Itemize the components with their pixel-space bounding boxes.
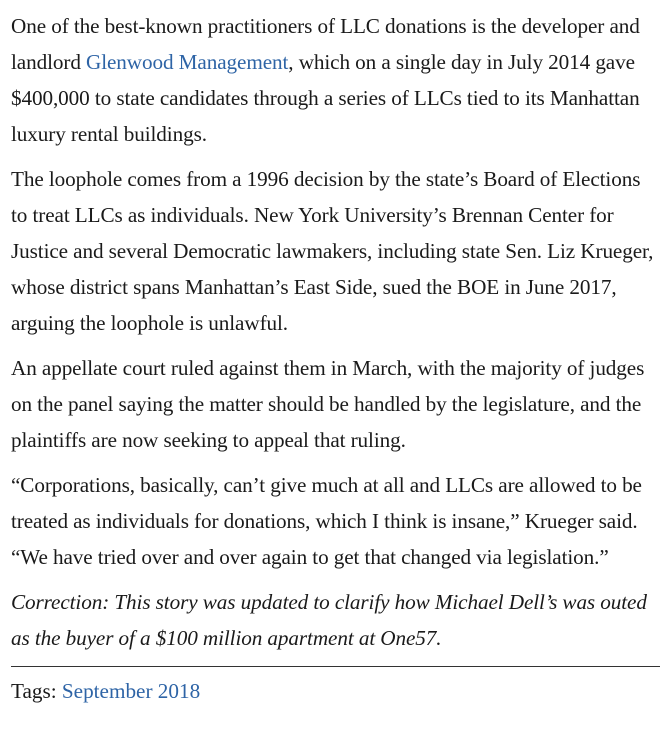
paragraph-4: “Corporations, basically, can’t give much at all and LLCs are allowed to be treated as individuals for donations, which I think is insane,” Krueger said. “We have tried over and over again to get that changed via legislation.” [11,473,642,569]
tag-link[interactable]: September 2018 [61,679,201,703]
paragraph-1-text-before: One of the best-known practitioners of LLC donations is the developer and landlord [11,14,640,74]
tags-row [11,673,661,709]
tags-divider [11,666,660,667]
paragraph-3: An appellate court ruled against them in March, with the majority of judges on the panel saying the matter should be handled by the legislature, and the plaintiffs are now seeking to appeal that ruling. [11,356,645,452]
paragraph-2: The loophole comes from a 1996 decision by the state’s Board of Elections to treat LLCs as individuals. New York University’s Brennan Center for Justice and several Democratic lawmakers, including state Sen. Liz Krueger, whose district spans Manhattan’s East Side, sued the BOE in June 2017, arguing the loophole is unlawful. [11,167,654,335]
tags-label: Tags: [11,679,62,703]
paragraph-1-text-after: , which on a single day in July 2014 gave $400,000 to state candidates through a series of LLCs tied to its Manhattan luxury rental buildings. [11,50,640,146]
glenwood-management-link[interactable]: Glenwood Management [86,50,289,74]
correction-note: Correction: This story was updated to clarify how Michael Dell’s was outed as the buyer of a $100 million apartment at One57. [11,590,647,650]
paragraph-1 [11,8,661,152]
